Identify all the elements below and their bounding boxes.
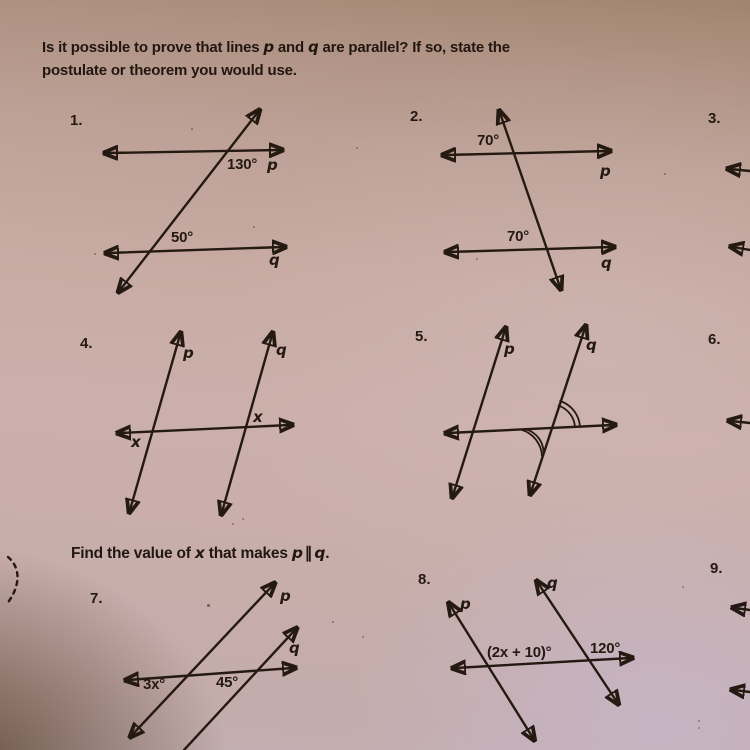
parallel-symbol: ∥ [304, 545, 313, 562]
photo-speck [232, 523, 234, 525]
line-p-label: p [280, 587, 291, 605]
angle-label: 130° [227, 156, 258, 173]
photo-speck [207, 604, 210, 607]
photo-speck [362, 636, 364, 638]
instruction-line-q: q [314, 544, 326, 562]
angle-x-label: x [253, 408, 263, 426]
angle-arc [522, 430, 542, 456]
photo-speck [191, 128, 193, 130]
line-p-label: p [460, 595, 471, 613]
photo-speck [566, 379, 568, 381]
line-p-label: p [267, 156, 278, 174]
line-q-label: q [276, 341, 287, 359]
problem-number-6: 6. [708, 331, 721, 348]
photo-speck [698, 720, 700, 722]
angle-x-label: x [131, 433, 141, 451]
page-title [42, 36, 550, 82]
photo-speck [698, 727, 700, 729]
photo-speck [356, 147, 358, 149]
diagram-problem-4 [110, 330, 300, 520]
instruction-find-x [71, 544, 329, 563]
problem-number-9: 9. [710, 560, 723, 577]
title-text: Is it possible to prove that lines [42, 39, 264, 56]
photo-speck [682, 586, 684, 588]
line-q-label: q [547, 574, 558, 592]
line-q-label: q [269, 251, 280, 269]
angle-label: 70° [507, 228, 530, 245]
photo-speck [664, 173, 666, 175]
problem-number-1: 1. [70, 112, 83, 129]
line-p-label: p [504, 340, 515, 358]
angle-label: (2x + 10)° [487, 644, 552, 661]
diagram-problem-2 [440, 105, 625, 295]
diagram-problem-6 [723, 410, 750, 432]
photo-speck [242, 518, 244, 520]
diagram-problem-5 [445, 325, 625, 505]
angle-label: 3x° [143, 676, 166, 693]
problem-number-3: 3. [708, 110, 721, 127]
line-p-label: p [600, 162, 611, 180]
title-line-q: q [307, 38, 319, 56]
instruction-x: x [194, 544, 205, 562]
title-line-p: p [263, 38, 274, 56]
line-q-label: q [586, 336, 597, 354]
problem-number-8: 8. [418, 571, 431, 588]
angle-label: 50° [171, 229, 194, 246]
instruction-text: Find the value of [71, 545, 195, 562]
angle-label: 45° [216, 674, 239, 691]
problem-number-4: 4. [80, 335, 93, 352]
angle-label: 120° [590, 640, 621, 657]
pencil-mark [0, 555, 26, 610]
line-q-label: q [289, 639, 300, 657]
instruction-line-p: p [291, 544, 303, 562]
diagram-problem-7 [100, 580, 320, 750]
line-q-label: q [601, 254, 612, 272]
problem-number-2: 2. [410, 108, 423, 125]
instruction-text: . [325, 545, 330, 562]
title-text: are parallel? If so, state the postulate or theorem you would use. [42, 39, 510, 79]
title-text: and [273, 39, 308, 56]
photo-speck [253, 226, 255, 228]
diagram-problem-1 [60, 105, 300, 305]
line-p-label: p [183, 344, 194, 362]
photo-speck [94, 253, 96, 255]
diagram-problem-3 [723, 158, 750, 258]
problem-number-7: 7. [90, 590, 103, 607]
photo-speck [332, 621, 334, 623]
instruction-text: that makes [204, 545, 292, 562]
diagram-problem-9 [723, 598, 750, 698]
photo-speck [476, 258, 478, 260]
problem-number-5: 5. [415, 328, 428, 345]
angle-label: 70° [477, 132, 500, 149]
